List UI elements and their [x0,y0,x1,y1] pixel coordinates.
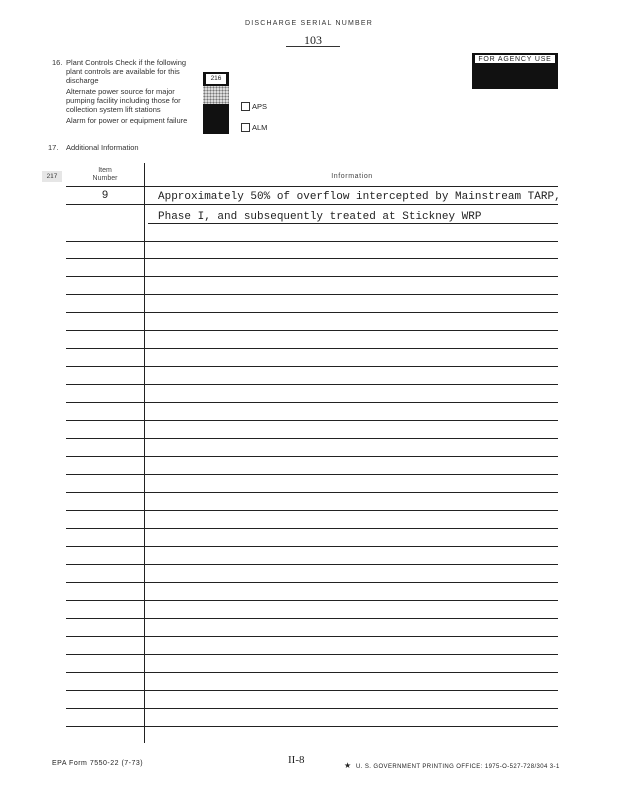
table-row-rule [148,223,558,224]
discharge-serial-label: DISCHARGE SERIAL NUMBER [244,20,374,27]
column-divider [144,163,145,743]
serial-underline [286,46,340,47]
table-row-rule [66,366,558,367]
table-row-rule [66,564,558,565]
row-1-information[interactable]: Approximately 50% of overflow intercepted by Mainstream TARP, [158,191,561,203]
table-row-rule [66,636,558,637]
table-row-rule [66,420,558,421]
table-row-rule [66,708,558,709]
table-row-rule [66,618,558,619]
table-row-rule [66,582,558,583]
table-row-rule [66,384,558,385]
table-row-rule [66,294,558,295]
table-row-rule [66,690,558,691]
information-header: Information [331,173,373,180]
table-row-rule [66,600,558,601]
item-header-line2: Number [92,175,118,182]
section-17-title: Additional Information [66,143,139,152]
table-row-rule [66,492,558,493]
alarm-text: Alarm for power or equipment failure [66,116,188,125]
table-row-rule [66,654,558,655]
discharge-serial-value[interactable]: 103 [304,33,322,47]
item-header-line1: Item [98,167,112,174]
table-row-rule [66,510,558,511]
code-217-label: 217 [42,171,62,182]
table-row-rule [66,528,558,529]
item-number-header [66,167,144,183]
alm-label: ALM [252,123,268,132]
section-16-number: 16. [52,58,63,67]
section-17-number: 17. [48,143,59,152]
table-row-rule [66,312,558,313]
table-header-rule [66,186,558,187]
section-16-title: Plant Controls Check if the following plant controls are available for this discharge [66,58,187,85]
table-row-rule [66,330,558,331]
table-row-rule [66,258,558,259]
table-row-rule [66,456,558,457]
form-number: EPA Form 7550-22 (7-73) [52,760,144,767]
row-1-item-number[interactable]: 9 [101,190,109,202]
table-row-rule [66,348,558,349]
aps-checkbox[interactable] [241,102,250,111]
table-row-rule [66,204,558,205]
table-row-rule [66,438,558,439]
code-216-shading [203,86,229,104]
table-row-rule [66,276,558,277]
code-216-label: 216 [206,74,226,84]
row-2-information[interactable]: Phase I, and subsequently treated at Stickney WRP [158,211,482,223]
alm-checkbox[interactable] [241,123,250,132]
agency-use-label: FOR AGENCY USE [474,54,556,64]
table-row-rule [66,402,558,403]
star-icon: ★ [344,761,352,770]
aps-label: APS [252,102,268,111]
page-number: II-8 [288,754,305,766]
gpo-imprint: U. S. GOVERNMENT PRINTING OFFICE: 1975-O-527-728/304 3-1 [356,764,560,770]
table-row-rule [66,726,558,727]
alternate-power-text: Alternate power source for major pumping facility including those for collection system lift stations [66,87,181,114]
table-row-rule [66,672,558,673]
table-row-rule [66,241,558,242]
table-row-rule [66,474,558,475]
table-row-rule [66,546,558,547]
